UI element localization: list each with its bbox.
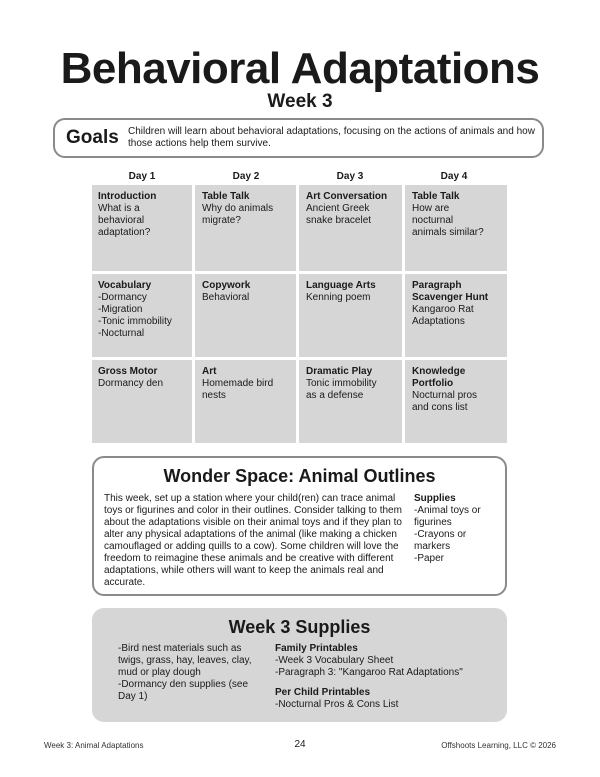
- wonder-space-title: Wonder Space: Animal Outlines: [163, 466, 436, 486]
- cell-line: Tonic immobility: [306, 378, 377, 389]
- grid-divider: [92, 357, 507, 360]
- cell-line: snake bracelet: [306, 215, 372, 226]
- cell-line: -Tonic immobility: [98, 316, 172, 327]
- cell-line: animals similar?: [412, 227, 484, 238]
- cell-line: -Nocturnal: [98, 328, 145, 339]
- grid-divider: [192, 185, 195, 443]
- week-supplies-title: Week 3 Supplies: [228, 617, 371, 637]
- day-header-4: Day 4: [440, 171, 468, 182]
- schedule-cell: [92, 274, 192, 357]
- wonder-space-box: [92, 456, 507, 596]
- cell-heading: Art: [202, 366, 217, 377]
- cell-line: Adaptations: [412, 316, 465, 327]
- wonder-supply-item: -Crayons or markers: [414, 529, 467, 552]
- wonder-space-body: This week, set up a station where your child(ren) can trace animal toys or figurines and color in their outlines. Consider talking to them about the adaptations visible on their animal toys and if they plan to alter any physical adaptations of the animal (like making a chicken camouflaged or adding quills to a cow). Some children will love the freedom to reimagine these animals and be creative with different adaptations, while others will want to keep the animals real and accurate.: [104, 493, 402, 588]
- cell-line: nocturnal: [412, 215, 454, 226]
- schedule-cell: [196, 360, 296, 443]
- cell-line: migrate?: [202, 215, 241, 226]
- day-header-3: Day 3: [336, 171, 364, 182]
- schedule-cell: [196, 274, 296, 357]
- cell-line: Why do animals: [202, 203, 274, 214]
- cell-line: adaptation?: [98, 227, 151, 238]
- cell-line: nests: [202, 390, 226, 401]
- goals-text: Children will learn about behavioral adaptations, focusing on the actions of animals and how those actions help them survive.: [128, 126, 535, 149]
- cell-heading: Knowledge Portfolio: [412, 366, 466, 389]
- cell-line: How are: [412, 203, 450, 214]
- cell-line: Kenning poem: [306, 292, 371, 303]
- cell-heading: Language Arts: [306, 280, 376, 291]
- footer-right: Offshoots Learning, LLC © 2026: [441, 741, 556, 750]
- goals-label: Goals: [66, 127, 119, 148]
- cell-line: -Dormancy: [98, 292, 147, 303]
- schedule-cell: [406, 274, 507, 357]
- schedule-cell: [196, 185, 296, 271]
- grid-divider: [92, 271, 507, 274]
- wonder-supplies: [414, 493, 504, 565]
- printable-item: -Paragraph 3: "Kangaroo Rat Adaptations": [275, 667, 463, 678]
- cell-heading: Copywork: [202, 280, 251, 291]
- printable-item: -Week 3 Vocabulary Sheet: [275, 655, 394, 666]
- schedule-cell: [92, 185, 192, 271]
- cell-heading: Introduction: [98, 191, 157, 202]
- cell-heading: Dramatic Play: [306, 366, 373, 377]
- day-header-2: Day 2: [232, 171, 260, 182]
- cell-line: and cons list: [412, 402, 468, 413]
- schedule-cell: [406, 185, 507, 271]
- cell-heading: Paragraph Scavenger Hunt: [412, 280, 489, 303]
- cell-heading: Vocabulary: [98, 280, 152, 291]
- schedule-cell: [300, 185, 402, 271]
- page-number: 24: [294, 739, 306, 750]
- schedule-cell: [300, 274, 402, 357]
- page-title: Behavioral Adaptations: [60, 44, 540, 93]
- grid-divider: [402, 185, 405, 443]
- week-supplies-general: [118, 643, 268, 703]
- cell-line: Nocturnal pros: [412, 390, 478, 401]
- cell-heading: Gross Motor: [98, 366, 158, 377]
- cell-line: Dormancy den: [98, 378, 164, 389]
- wonder-supplies-label: Supplies: [414, 493, 456, 504]
- day-header-1: Day 1: [128, 171, 156, 182]
- schedule-cell: [300, 360, 402, 443]
- cell-line: as a defense: [306, 390, 364, 401]
- wonder-supply-item: -Paper: [414, 553, 445, 564]
- cell-line: Behavioral: [202, 292, 250, 303]
- supply-item: -Dormancy den supplies (see Day 1): [118, 679, 249, 702]
- footer-left: Week 3: Animal Adaptations: [44, 741, 144, 750]
- printable-item: -Nocturnal Pros & Cons List: [275, 699, 399, 710]
- cell-heading: Table Talk: [202, 191, 250, 202]
- cell-line: What is a: [98, 203, 140, 214]
- cell-heading: Art Conversation: [306, 191, 388, 202]
- wonder-supply-item: -Animal toys or figurines: [414, 505, 481, 528]
- cell-line: Homemade bird: [202, 378, 274, 389]
- cell-line: behavioral: [98, 215, 145, 226]
- family-printables-label: Family Printables: [275, 643, 358, 654]
- week-supplies-box: [92, 608, 507, 722]
- cell-line: -Migration: [98, 304, 143, 315]
- per-child-printables-label: Per Child Printables: [275, 687, 371, 698]
- page-subtitle: Week 3: [267, 91, 333, 112]
- grid-divider: [296, 185, 299, 443]
- cell-line: Ancient Greek: [306, 203, 370, 214]
- cell-line: Kangaroo Rat: [412, 304, 474, 315]
- schedule-cell: [92, 360, 192, 443]
- supply-item: -Bird nest materials such as twigs, grass, hay, leaves, clay, mud or play dough: [118, 643, 252, 678]
- schedule-cell: [406, 360, 507, 443]
- cell-heading: Table Talk: [412, 191, 460, 202]
- week-supplies-printables: [275, 643, 500, 711]
- goals-box: [53, 118, 544, 158]
